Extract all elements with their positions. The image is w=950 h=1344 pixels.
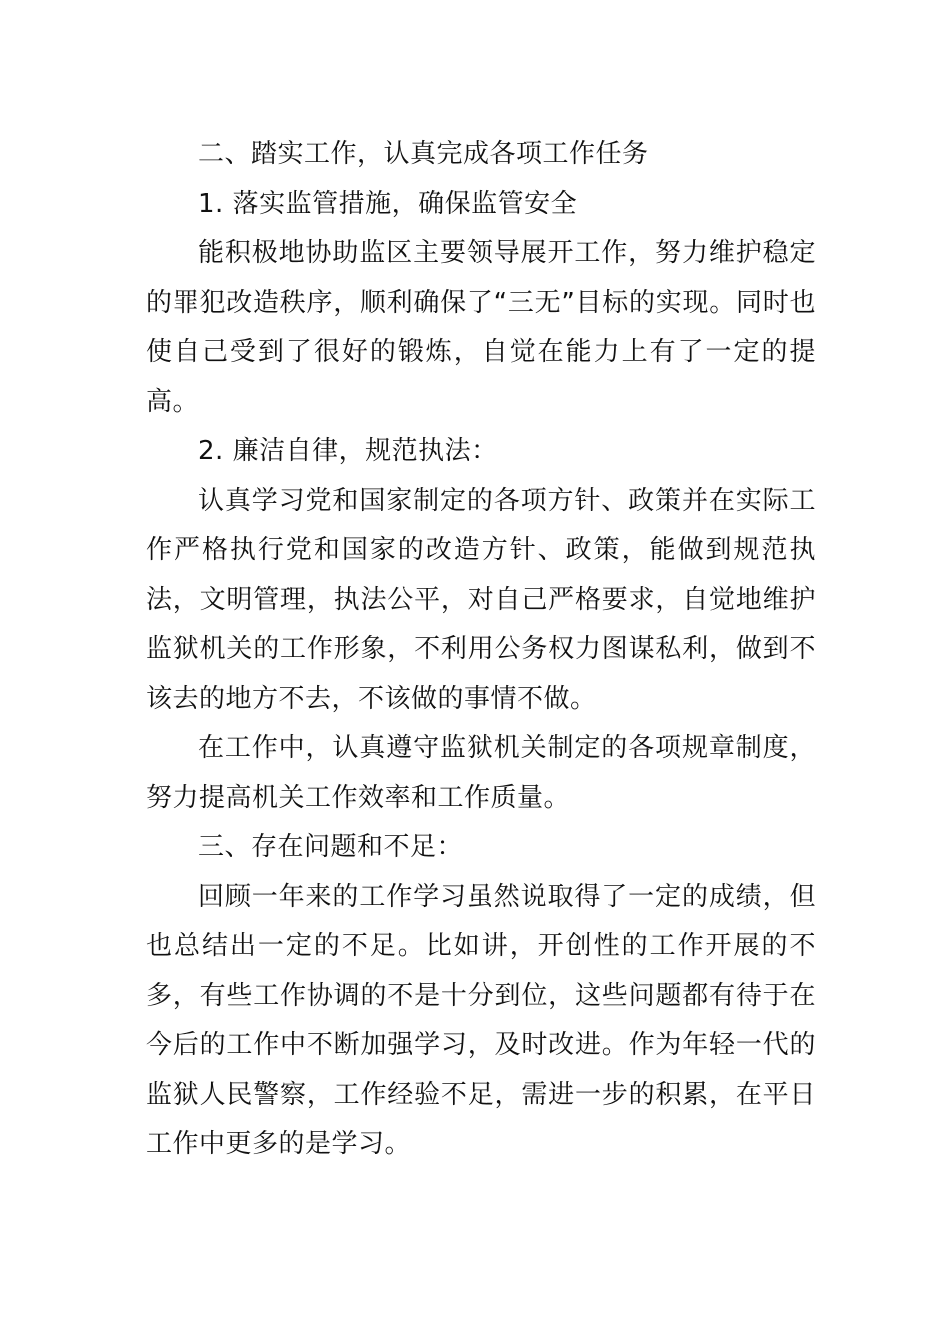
paragraph-review: 回顾一年来的工作学习虽然说取得了一定的成绩，但也总结出一定的不足。比如讲，开创性的工作开展的不多，有些工作协调的不是十分到位，这些问题都有待于在今后的工作中不断加强学习，及时改进。作为年轻一代的监狱人民警察，工作经验不足，需进一步的积累，在平日工作中更多的是学习。 bbox=[146, 881, 816, 1159]
subheading-2: 2. 廉洁自律，规范执法： bbox=[198, 436, 498, 466]
section-heading-2: 二、踏实工作，认真完成各项工作任务 bbox=[198, 139, 649, 169]
paragraph-integrity: 认真学习党和国家制定的各项方针、政策并在实际工作严格执行党和国家的改造方针、政策，能做到规范执法，文明管理，执法公平，对自己严格要求，自觉地维护监狱机关的工作形象，不利用公务权力图谋私利，做到不该去的地方不去，不该做的事情不做。 bbox=[146, 485, 816, 714]
document-body bbox=[146, 130, 816, 1170]
paragraph-supervision: 能积极地协助监区主要领导展开工作，努力维护稳定的罪犯改造秩序，顺利确保了“三无”目标的实现。同时也使自己受到了很好的锻炼，自觉在能力上有了一定的提高。 bbox=[146, 238, 816, 417]
subheading-1: 1. 落实监管措施，确保监管安全 bbox=[198, 188, 578, 219]
paragraph-rules: 在工作中，认真遵守监狱机关制定的各项规章制度，努力提高机关工作效率和工作质量。 bbox=[146, 733, 816, 813]
section-heading-3: 三、存在问题和不足： bbox=[198, 832, 464, 862]
